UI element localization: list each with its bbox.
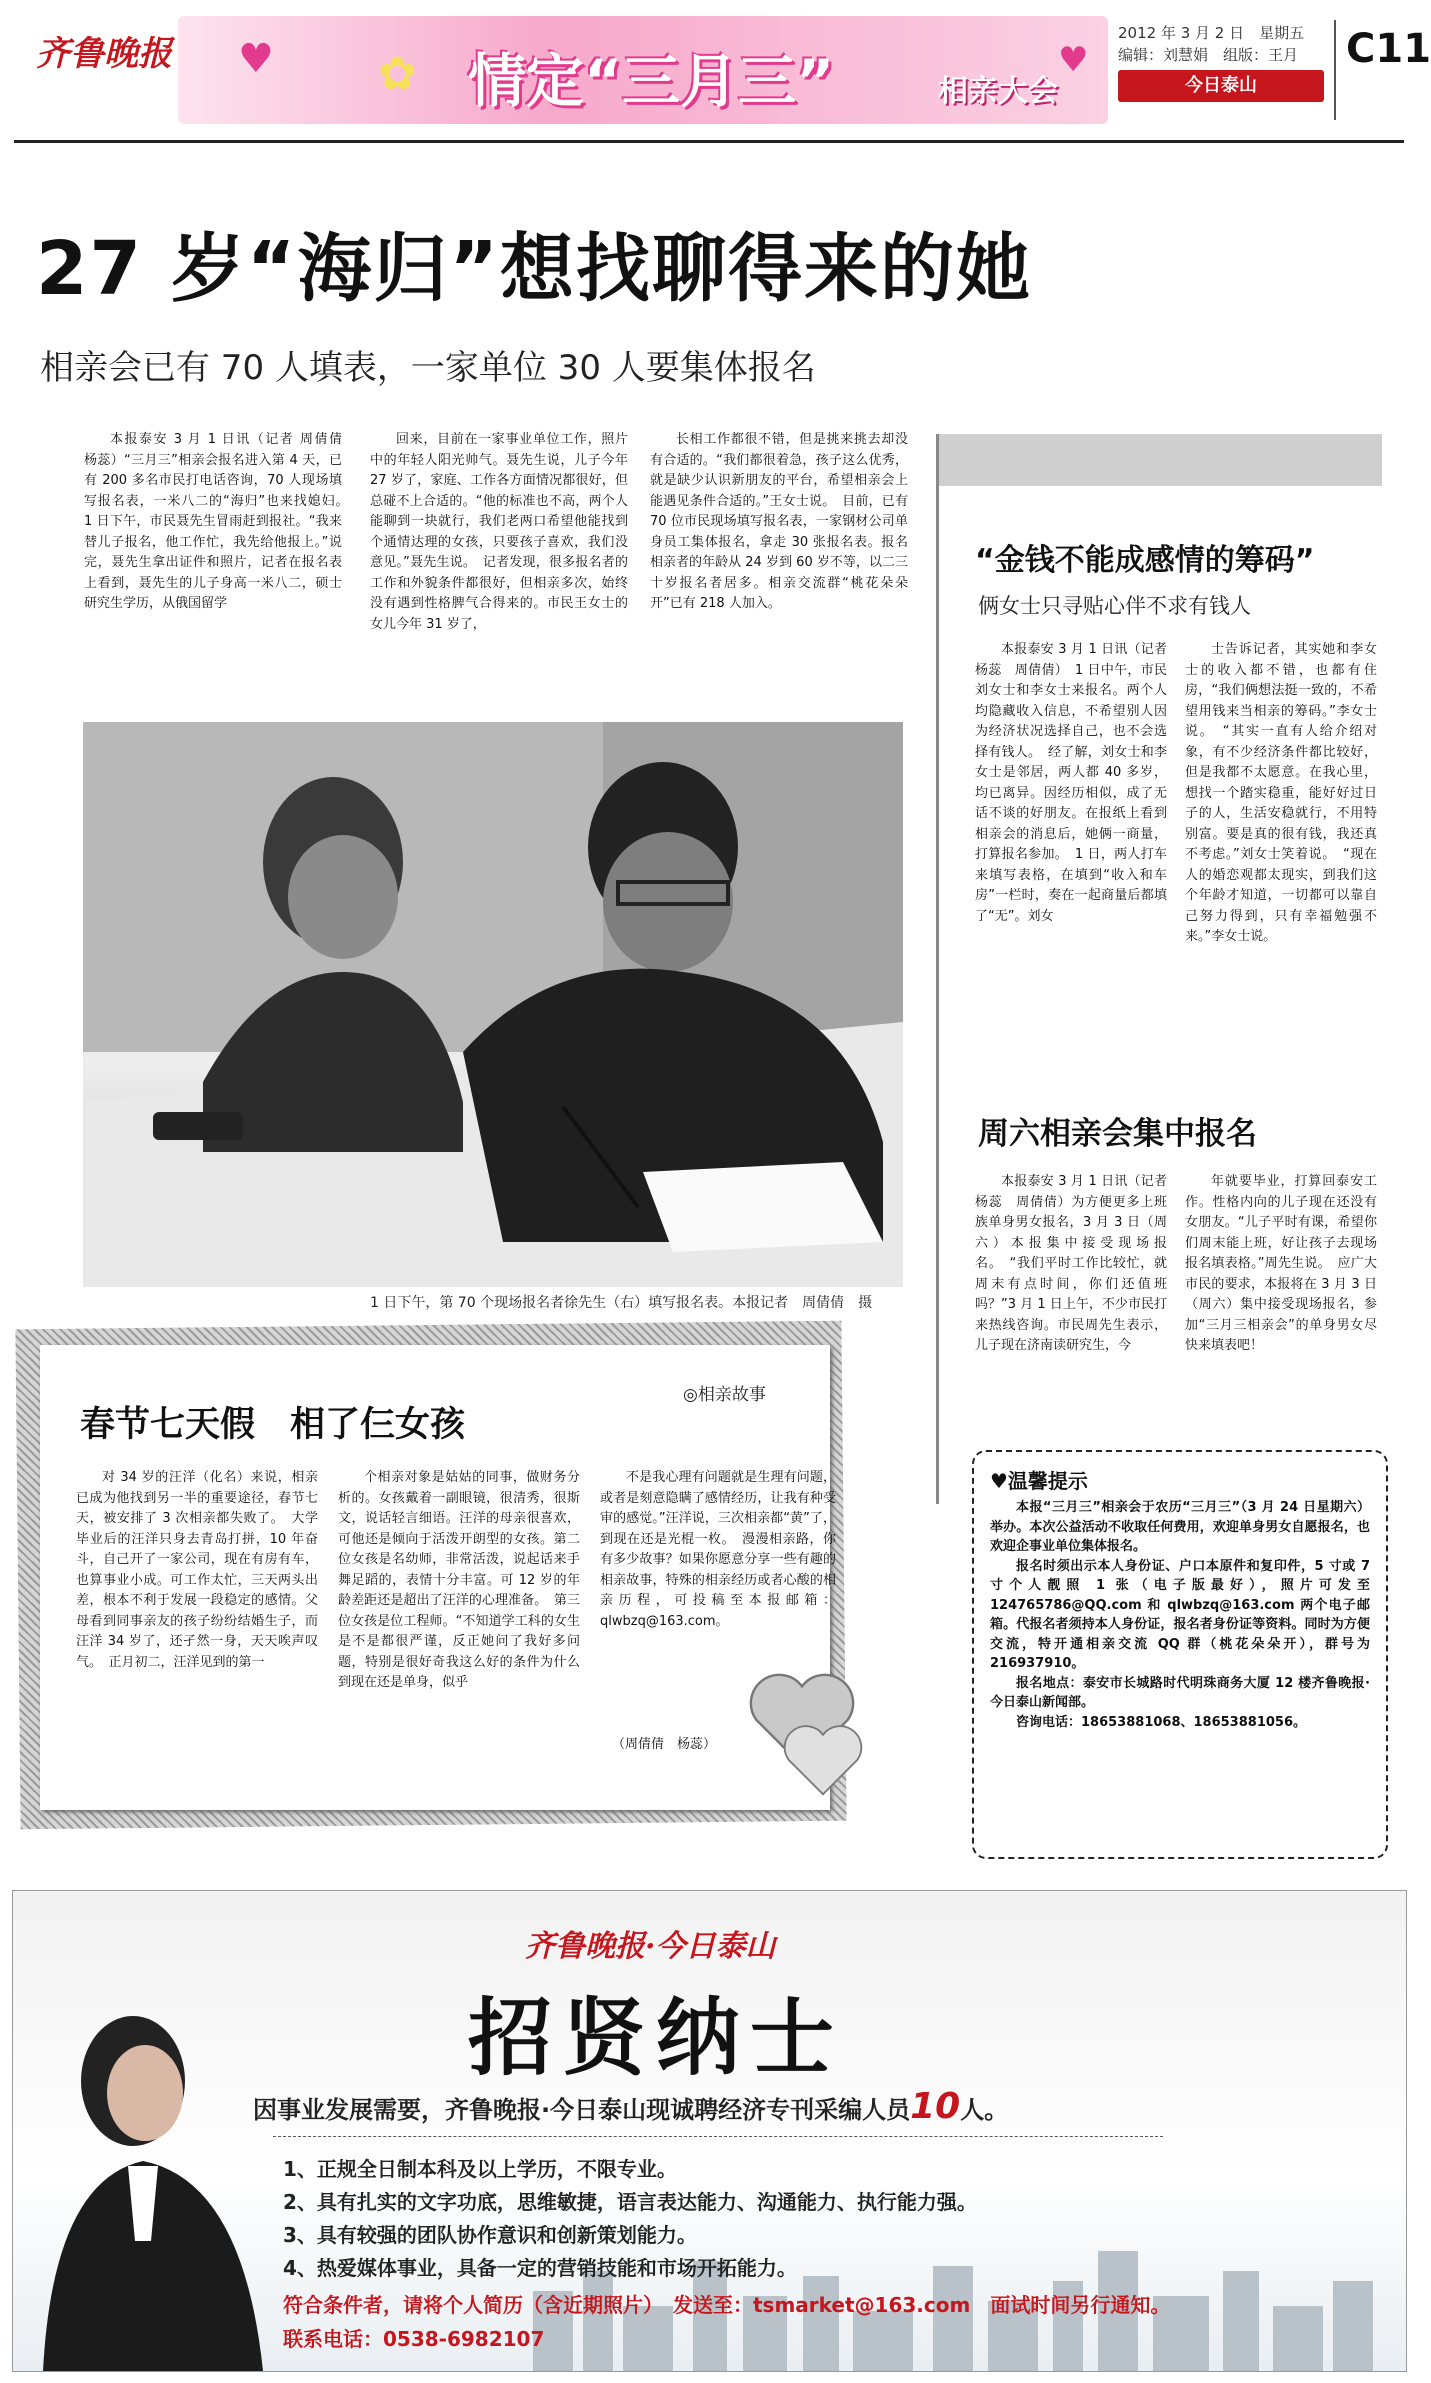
ad-divider xyxy=(273,2136,1163,2137)
requirement-item: 1、正规全日制本科及以上学历，不限专业。 xyxy=(283,2157,677,2181)
requirement-item: 4、热爱媒体事业，具备一定的营销技能和市场开拓能力。 xyxy=(283,2256,797,2280)
ad-apply: 符合条件者，请将个人简历（含近期照片） 发送至：tsmarket@163.com 面试时间另行通知。 xyxy=(283,2293,1171,2317)
recruitment-ad xyxy=(12,1890,1407,2372)
banner-title: 情定“三月三” xyxy=(468,47,835,115)
heart-icon: ♥ xyxy=(238,36,274,82)
ad-phone: 联系电话：0538-6982107 xyxy=(283,2327,545,2351)
notice-paragraph: 报名地点：泰安市长城路时代明珠商务大厦 12 楼齐鲁晚报·今日泰山新闻部。 xyxy=(990,1675,1370,1710)
ad-intro-text: 因事业发展需要，齐鲁晚报·今日泰山现诚聘经济专刊采编人员 xyxy=(253,2096,911,2124)
story-headline: 春节七天假 相了仨女孩 xyxy=(80,1405,466,1445)
section-tag: 今日泰山 xyxy=(1118,70,1324,102)
story-column-2 xyxy=(338,1468,580,1694)
divider-line xyxy=(1334,20,1336,120)
ad-title: 招贤纳士 xyxy=(468,1988,845,2087)
issue-date: 2012 年 3 月 2 日 星期五 xyxy=(1118,24,1305,42)
page-number: C11 xyxy=(1346,26,1431,72)
photo-scene xyxy=(83,722,903,1287)
top-rule xyxy=(14,140,1404,143)
notice-paragraph: 报名时须出示本人身份证、户口本原件和复印件，5 寸或 7 寸个人靓照 1 张（电子版最好），照片可发至 124765786@QQ.com 和 qlwbzq@163.com 两个电子邮箱。代报名者须持本人身份证，报名者身份证等资料。同时为方便交流，特开通相亲交流 QQ 群（桃花朵朵开），群号为 216937910。 xyxy=(990,1558,1370,1671)
main-headline: 27 岁“海归”想找聊得来的她 xyxy=(36,226,1033,312)
flower-icon: ✿ xyxy=(378,46,417,100)
paragraph: 对 34 岁的汪洋（化名）来说，相亲已成为他找到另一半的重要途径，春节七天，被安排了 3 次相亲都失败了。 大学毕业后的汪洋只身去青岛打拼，10 年奋斗，自己开了一家公司，现在有房有车，也算事业小成。可工作太忙，三天两头出差，根本不利于发展一段稳定的感情。父母看到同事亲友的孩子纷纷结婚生子，而汪洋 34 岁了，还孑然一身，天天唉声叹气。 正月初二，汪洋见到的第一 xyxy=(76,1470,318,1670)
news-photo xyxy=(83,722,903,1287)
banner xyxy=(178,16,1108,124)
paragraph: 不是我心理有问题就是生理有问题，或者是刻意隐瞒了感情经历，让我有种受审的感觉。”汪洋说，三次相亲都“黄”了，到现在还是光棍一枚。 漫漫相亲路，你有多少故事？如果你愿意分享一些有趣的相亲故事，特殊的相亲经历或者心酸的相亲历程，可投稿至本报邮箱：qlwbzq@163.com。 xyxy=(600,1470,836,1629)
ad-intro-count: 10 xyxy=(910,2086,961,2127)
ad-brand: 齐鲁晚报·今日泰山 xyxy=(525,1929,776,1964)
notice-paragraph: 本报“三月三”相亲会于农历“三月三”（3 月 24 日星期六）举办。本次公益活动不收取任何费用，欢迎单身男女自愿报名，也欢迎企事业单位集体报名。 xyxy=(990,1500,1370,1554)
side1-subhead: 俩女士只寻贴心伴不求有钱人 xyxy=(978,594,1251,618)
requirement-item: 3、具有较强的团队协作意识和创新策划能力。 xyxy=(283,2223,697,2247)
heart-icon: ♥ xyxy=(1058,40,1089,80)
paragraph: 士告诉记者，其实她和李女士的收入都不错，也都有住房，“我们俩想法挺一致的，不希望用钱来当相亲的筹码。”李女士说。 “其实一直有人给介绍对象，有不少经济条件都比较好，但是我都不太愿意。在我心里，想找一个踏实稳重，能好好过日子的人，生活安稳就行，不用特别富。要是真的很有钱，我还真不考虑。”刘女士笑着说。 “现在人的婚恋观都太现实，到我们这个年龄才知道，一切都可以靠自己努力得到，只有幸福勉强不来。”李女士说。 xyxy=(1185,642,1377,944)
side2-column-2 xyxy=(1185,1172,1377,1357)
main-subhead: 相亲会已有 70 人填表，一家单位 30 人要集体报名 xyxy=(40,348,816,388)
banner-subtitle: 相亲大会 xyxy=(938,74,1058,109)
notice-paragraph: 咨询电话：18653881068、18653881056。 xyxy=(1016,1714,1306,1730)
paragraph: 年就要毕业，打算回泰安工作。性格内向的儿子现在还没有女朋友。“儿子平时有课，希望你们周末能上班，好让孩子去现场报名填表格。”周先生说。 应广大市民的要求，本报将在 3 月 3 日（周六）集中接受现场报名，参加“三月三相亲会”的单身男女尽快来填表吧！ xyxy=(1185,1174,1377,1353)
notice-body xyxy=(990,1498,1370,1732)
photo-caption: 1 日下午，第 70 个现场报名者徐先生（右）填写报名表。本报记者 周倩倩 摄 xyxy=(370,1295,873,1311)
requirement-item: 2、具有扎实的文字功底，思维敏捷，语言表达能力、沟通能力、执行能力强。 xyxy=(283,2190,977,2214)
masthead xyxy=(28,14,1431,126)
model-photo xyxy=(23,2001,283,2371)
main-column-3 xyxy=(650,430,908,615)
story-tag: ◎相亲故事 xyxy=(683,1385,766,1405)
paragraph: 个相亲对象是姑姑的同事，做财务分析的。女孩戴着一副眼镜，很清秀，很斯文，说话轻言细语。汪洋的母亲很喜欢，可他还是倾向于活泼开朗型的女孩。第二位女孩是名幼师，非常活泼，说起话来手舞足蹈的，表情十分丰富。可 12 岁的年龄差距还是超出了汪洋的心理准备。 第三位女孩是位工程师。“不知道学工科的女生是不是都很严谨，反正她问了我好多问题，特别是很好奇我这么好的条件为什么到现在还是单身，似乎 xyxy=(338,1470,580,1690)
newspaper-logo: 齐鲁晚报 xyxy=(36,34,172,74)
paragraph: 长相工作都很不错，但是挑来挑去却没有合适的。“我们都很着急，孩子这么优秀，就是缺少认识新朋友的平台，希望相亲会上能遇见条件合适的。”王女士说。 目前，已有 70 位市民现场填写报名表，一家钢材公司单身员工集体报名，拿走 30 张报名表。报名相亲者的年龄从 24 岁到 60 岁不等，以二三十岁报名者居多。相亲交流群“桃花朵朵开”已有 218 人加入。 xyxy=(650,432,908,611)
paragraph: 本报泰安 3 月 1 日讯（记者 周倩倩 杨蕊）“三月三”相亲会报名进入第 4 天，已有 200 多名市民打电话咨询，70 人现场填写报名表，一米八二的“海归”也来找媳妇。 1 日下午，市民聂先生冒雨赶到报社。“我来替儿子报名，他工作忙，我先给他报上。”说完，聂先生拿出证件和照片，记者在报名表上看到，聂先生的儿子身高一米八二，硕士研究生学历，从俄国留学 xyxy=(84,432,356,611)
main-column-1 xyxy=(84,430,356,615)
paragraph: 本报泰安 3 月 1 日讯（记者 杨蕊 周倩倩） 1 日中午，市民刘女士和李女士来报名。两个人均隐藏收入信息，不希望别人因为经济状况选择自己，也不会选择有钱人。 经了解，刘女士和李女士是邻居，两人都 40 多岁，均已离异。因经历相似，成了无话不谈的好朋友。在报纸上看到相亲会的消息后，她俩一商量，打算报名参加。 1 日，两人打车来填写表格，在填到“收入和车房”一栏时，奏在一起商量后都填了“无”。刘女 xyxy=(975,642,1181,924)
side2-column-1 xyxy=(975,1172,1181,1357)
sidebar-header-bar xyxy=(936,434,1382,486)
side1-column-1 xyxy=(975,640,1181,927)
side2-headline: 周六相亲会集中报名 xyxy=(978,1116,1257,1152)
story-signature: （周倩倩 杨蕊） xyxy=(612,1737,717,1752)
editors: 编辑：刘慧娟 组版：王月 xyxy=(1118,46,1299,64)
story-column-1 xyxy=(76,1468,318,1673)
heart-icon xyxy=(778,1715,868,1805)
side1-headline: “金钱不能成感情的筹码” xyxy=(975,543,1315,578)
ad-intro xyxy=(253,2086,1008,2127)
story-column-3 xyxy=(600,1468,836,1632)
sidebar-rule xyxy=(936,434,939,1504)
notice-title: ♥温馨提示 xyxy=(990,1469,1088,1493)
main-column-2 xyxy=(370,430,628,635)
ad-intro-suffix: 人。 xyxy=(960,2096,1009,2124)
paragraph: 回来，目前在一家事业单位工作，照片中的年轻人阳光帅气。聂先生说，儿子今年 27 岁了，家庭、工作各方面情况都很好，但总碰不上合适的。“他的标准也不高，两个人能聊到一块就行，我们老两口希望他能找到个通情达理的女孩，只要孩子喜欢，我们没意见。”聂先生说。 记者发现，很多报名者的工作和外貌条件都很好，但相亲多次，始终没有遇到性格脾气合得来的。市民王女士的女儿今年 31 岁了， xyxy=(370,432,628,632)
paragraph: 本报泰安 3 月 1 日讯（记者 杨蕊 周倩倩）为方便更多上班族单身男女报名，3 月 3 日（周六）本报集中接受现场报名。 “我们平时工作比较忙，就周末有点时间，你们还值班吗？”3 月 1 日上午，不少市民打来热线咨询。市民周先生表示，儿子现在济南读研究生，今 xyxy=(975,1174,1181,1353)
side1-column-2 xyxy=(1185,640,1377,948)
